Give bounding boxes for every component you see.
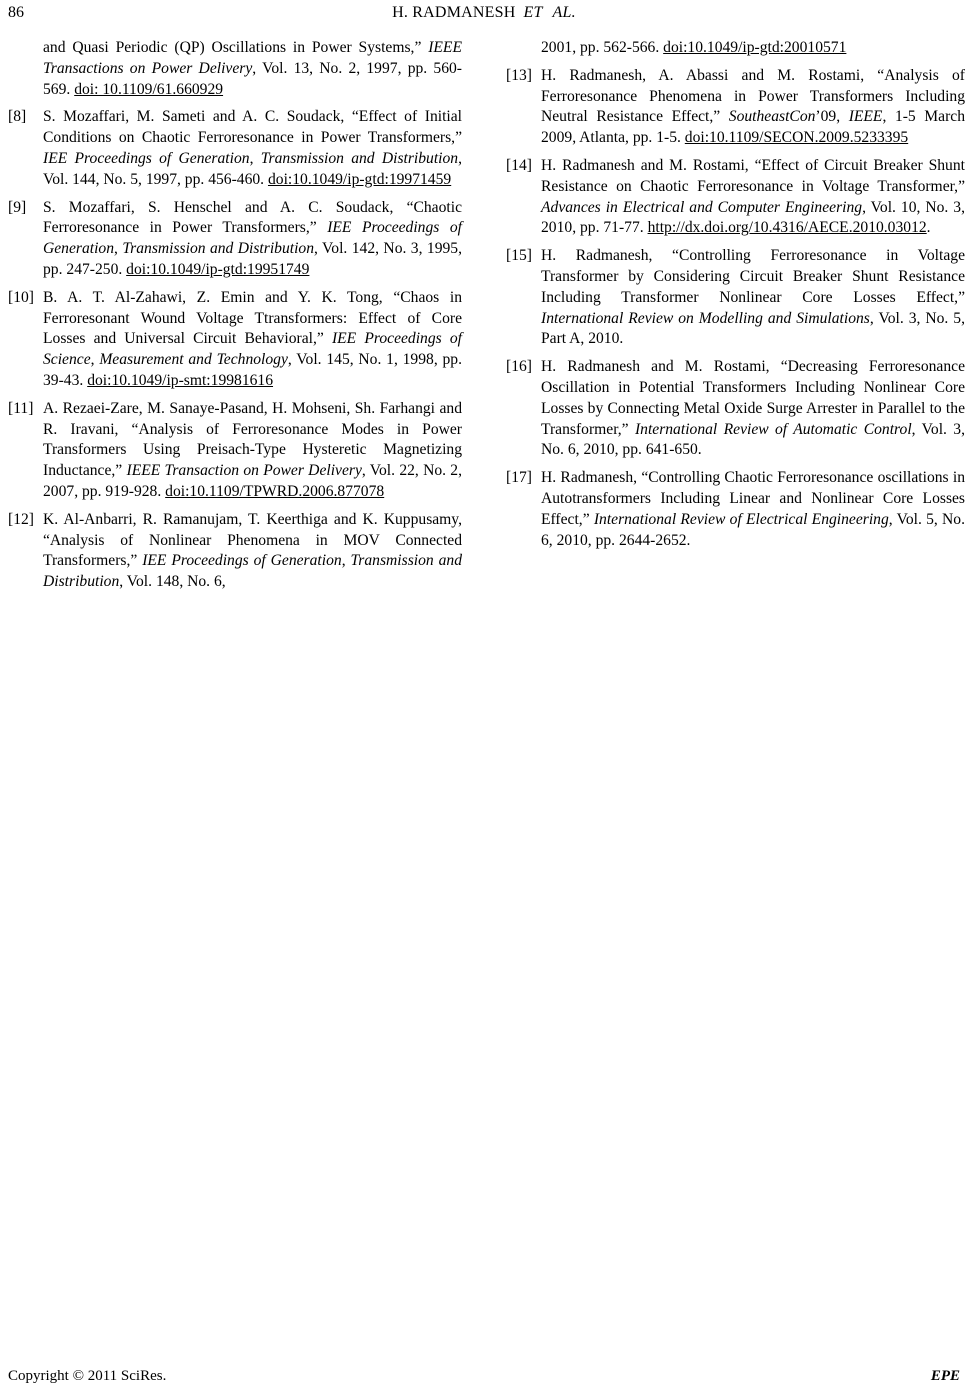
journal-title: IEEE: [848, 108, 883, 126]
reference-text: S. Mozaffari, M. Sameti and A. C. Soudack, “Effect of Initial Conditions on Chaotic Ferroresonance in Power Transformers,”: [43, 108, 462, 147]
running-header: [0, 4, 968, 22]
reference-item: [506, 156, 965, 239]
doi-link[interactable]: doi: 10.1109/61.660929: [74, 80, 224, 98]
reference-text: 2001, pp. 562-566.: [541, 39, 664, 56]
journal-title: Transmission and Distribution: [43, 552, 462, 591]
header-al: AL.: [552, 4, 576, 21]
reference-text: , Vol. 144, No. 5, 1997, pp. 456-460.: [43, 149, 463, 188]
reference-text: H. Radmanesh, A. Abassi and M. Rostami, “Analysis of Ferroresonance Phenomena in Power Transformers Including Neutral Resistance Effect,”: [541, 66, 965, 126]
reference-number: [16]: [506, 358, 532, 376]
journal-title: IEEE Transaction on Power Delivery: [126, 462, 362, 480]
reference-text: , Vol. 148, No. 6,: [119, 573, 226, 591]
journal-title: IEE Proceedings of Generation: [142, 552, 342, 570]
reference-item: [506, 66, 965, 149]
reference-number: [9]: [8, 198, 27, 216]
reference-text: ’09,: [815, 108, 849, 126]
journal-title: Transmission and Distribution: [122, 240, 315, 258]
reference-text: , 1-5 March 2009, Atlanta, pp. 1-5.: [541, 108, 965, 147]
journal-title: IEE Proceedings of Generation: [43, 149, 250, 167]
reference-text: .: [926, 219, 931, 237]
reference-text: H. Radmanesh, “Controlling Ferroresonance in Voltage Transformer by Considering Circuit Breaker Shunt Resistance Including Transformer Nonlinear Core Losses Effect,”: [541, 247, 965, 306]
doi-link[interactable]: doi:10.1049/ip-gtd:20010571: [663, 39, 847, 56]
journal-title: IEE Proceedings of Science: [43, 330, 462, 369]
reference-item: [8, 198, 462, 281]
reference-text: B. A. T. Al-Zahawi, Z. Emin and Y. K. Tong, “Chaos in Ferroresonant Wound Voltage Ttransformers: Effect of Core Losses and Universal Circuit Behavioral,”: [43, 288, 462, 348]
reference-continuation: [8, 38, 462, 100]
reference-item: [506, 357, 965, 461]
reference-text: S. Mozaffari, S. Henschel and A. C. Soudack, “Chaotic Ferroresonance in Power Transformers,”: [43, 198, 462, 237]
header-author: H. RADMANESH: [392, 4, 516, 21]
journal-title: International Review of Electrical Engineering: [593, 510, 889, 528]
journal-title: IEEE Transactions on Power Delivery: [43, 39, 462, 77]
reference-text: H. Radmanesh and M. Rostami, “Effect of Circuit Breaker Shunt Resistance on Chaotic Ferroresonance in Voltage Transformer,”: [541, 156, 965, 195]
copyright-notice: Copyright © 2011 SciRes.: [8, 1368, 167, 1384]
journal-title: Transmission and Distribution: [260, 149, 459, 167]
journal-title: Measurement and Technology: [99, 351, 288, 369]
reference-item: [506, 246, 965, 350]
journal-title: International Review on Modelling and Simulations: [541, 309, 870, 327]
reference-item: [8, 288, 462, 392]
reference-text: H. Radmanesh, “Controlling Chaotic Ferroresonance oscillations in Autotransformers Including Linear and Nonlinear Core Losses Effect,”: [541, 469, 965, 528]
reference-text: and Quasi Periodic (QP) Oscillations in Power Systems,”: [43, 39, 429, 56]
reference-number: [12]: [8, 510, 34, 528]
reference-text: , Vol. 10, No. 3, 2010, pp. 71-77.: [541, 198, 965, 237]
journal-title: SoutheastCon: [728, 108, 816, 126]
reference-number: [8]: [8, 108, 27, 126]
doi-link[interactable]: http://dx.doi.org/10.4316/AECE.2010.03012: [647, 219, 927, 237]
journal-title: Advances in Electrical and Computer Engineering: [541, 198, 863, 216]
reference-text: , Vol. 145, No. 1, 1998, pp. 39-43.: [43, 351, 462, 389]
journal-title: IEE Proceedings of Generation: [43, 219, 463, 258]
reference-item: [8, 399, 462, 503]
reference-number: [17]: [506, 469, 532, 487]
reference-number: [15]: [506, 247, 532, 265]
reference-item: [506, 468, 965, 551]
journal-title: International Review of Automatic Control: [634, 420, 912, 438]
reference-text: ,: [90, 351, 100, 369]
doi-link[interactable]: doi:10.1049/ip-smt:19981616: [87, 371, 274, 389]
references-right-column: [506, 38, 965, 558]
references-left-column: [8, 38, 462, 600]
reference-text: A. Rezaei-Zare, M. Sanaye-Pasand, H. Mohseni, Sh. Farhangi and R. Iravani, “Analysis of Ferroresonance Modes in Power Transformers Using Preisach-Type Hysteretic Magnetizing Inductance,”: [43, 399, 462, 480]
doi-link[interactable]: doi:10.1109/SECON.2009.5233395: [684, 129, 909, 147]
reference-text: , Vol. 13, No. 2, 1997, pp. 560-569.: [43, 59, 462, 98]
reference-continuation: [506, 38, 965, 59]
reference-number: [14]: [506, 156, 532, 174]
journal-abbrev: EPE: [930, 1368, 960, 1384]
reference-number: [13]: [506, 66, 532, 84]
doi-link[interactable]: doi:10.1109/TPWRD.2006.877078: [165, 482, 385, 500]
reference-text: K. Al-Anbarri, R. Ramanujam, T. Keerthiga and K. Kuppusamy, “Analysis of Nonlinear Phenomena in MOV Connected Transformers,”: [43, 510, 462, 570]
reference-item: [8, 107, 462, 190]
reference-text: ,: [341, 552, 351, 570]
reference-item: [8, 510, 462, 593]
reference-number: [10]: [8, 288, 34, 306]
reference-text: H. Radmanesh and M. Rostami, “Decreasing Ferroresonance Oscillation in Potential Transformers Including Nonlinear Core Losses by Connecting Metal Oxide Surge Arrester in Parallel to the Transformer,”: [541, 358, 965, 438]
doi-link[interactable]: doi:10.1049/ip-gtd:19971459: [267, 170, 452, 188]
reference-text: , Vol. 22, No. 2, 2007, pp. 919-928.: [43, 462, 463, 500]
reference-text: , Vol. 3, No. 5, Part A, 2010.: [541, 309, 965, 348]
reference-text: ,: [249, 149, 261, 167]
doi-link[interactable]: doi:10.1049/ip-gtd:19951749: [126, 260, 310, 278]
reference-text: ,: [114, 240, 123, 258]
reference-text: , Vol. 3, No. 6, 2010, pp. 641-650.: [541, 420, 965, 459]
reference-number: [11]: [8, 399, 34, 417]
reference-text: , Vol. 142, No. 3, 1995, pp. 247-250.: [43, 240, 462, 278]
reference-text: , Vol. 5, No. 6, 2010, pp. 2644-2652.: [541, 510, 966, 549]
header-et: ET: [523, 4, 543, 21]
page-number: 86: [8, 4, 24, 21]
